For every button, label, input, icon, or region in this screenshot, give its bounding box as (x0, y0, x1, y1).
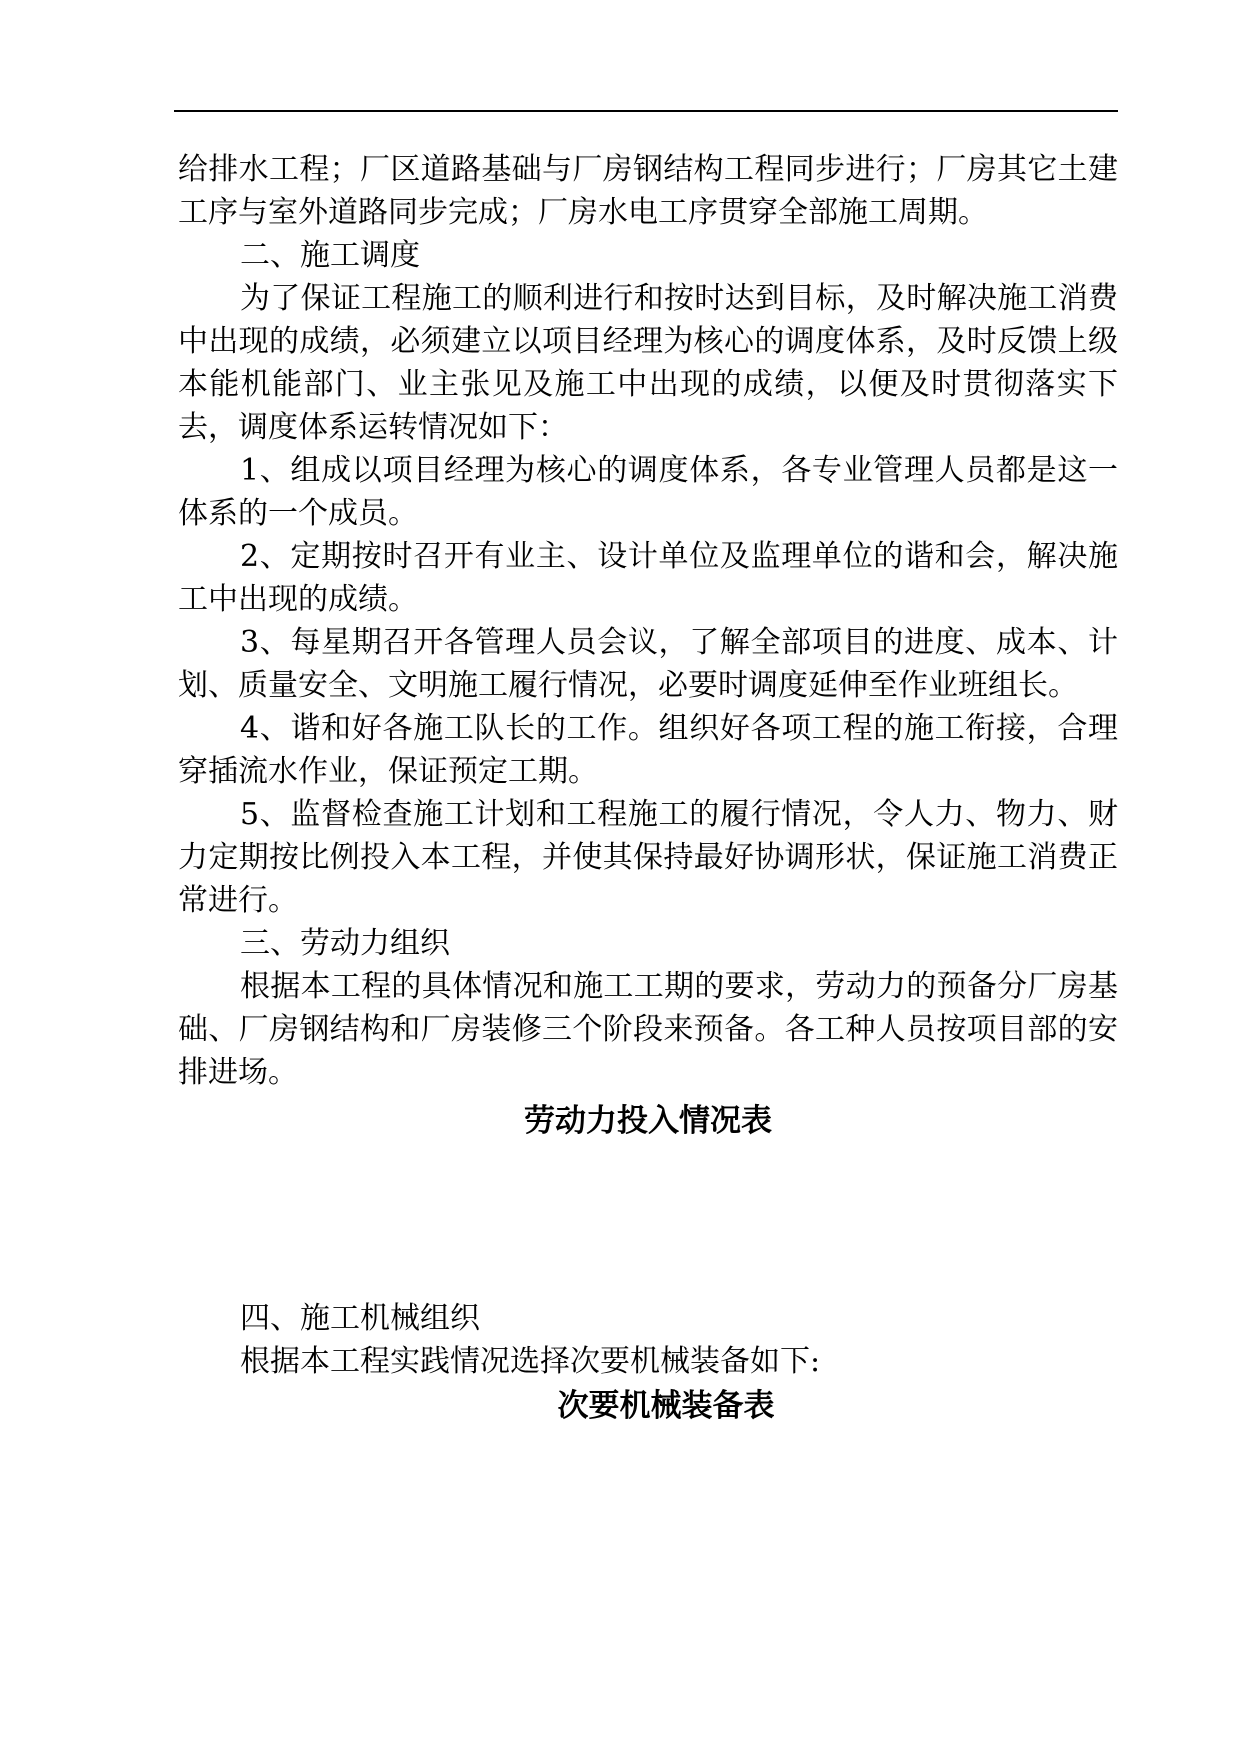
table-placeholder-labor (178, 1143, 1118, 1297)
table-title-labor: 劳动力投入情况表 (524, 1103, 772, 1139)
paragraph-continuation: 给排水工程；厂区道路基础与厂房钢结构工程同步进行；厂房其它土建工序与室外道路同步完成；厂房水电工序贯穿全部施工周期。 (178, 152, 1118, 230)
list-item-5: 5、监督检查施工计划和工程施工的履行情况，令人力、物力、财力定期按比例投入本工程，并使其保持最好协调形状，保证施工消费正常进行。 (178, 797, 1118, 918)
list-item-3: 3、每星期召开各管理人员会议，了解全部项目的进度、成本、计划、质量安全、文明施工履行情况，必要时调度延伸至作业班组长。 (178, 625, 1118, 703)
section-heading-machinery: 四、施工机械组织 (240, 1301, 480, 1336)
list-item-1: 1、组成以项目经理为核心的调度体系，各专业管理人员都是这一体系的一个成员。 (178, 453, 1118, 531)
header-rule (174, 110, 1118, 112)
list-item-4: 4、谐和好各施工队长的工作。组织好各项工程的施工衔接，合理穿插流水作业，保证预定工期。 (178, 711, 1118, 789)
table-title-machinery: 次要机械装备表 (557, 1388, 775, 1424)
list-item-2: 2、定期按时召开有业主、设计单位及监理单位的谐和会，解决施工中出现的成绩。 (178, 539, 1118, 617)
paragraph-labor: 根据本工程的具体情况和施工工期的要求，劳动力的预备分厂房基础、厂房钢结构和厂房装修三个阶段来预备。各工种人员按项目部的安排进场。 (178, 969, 1118, 1090)
document-body (178, 148, 1118, 1428)
section-heading-scheduling: 二、施工调度 (240, 238, 420, 273)
paragraph-scheduling-intro: 为了保证工程施工的顺利进行和按时达到目标，及时解决施工消费中出现的成绩，必须建立以项目经理为核心的调度体系，及时反馈上级本能机能部门、业主张见及施工中出现的成绩，以便及时贯彻落实下去，调度体系运转情况如下： (178, 281, 1118, 445)
paragraph-machinery-intro: 根据本工程实践情况选择次要机械装备如下: (240, 1344, 821, 1379)
section-heading-labor: 三、劳动力组织 (240, 926, 450, 961)
